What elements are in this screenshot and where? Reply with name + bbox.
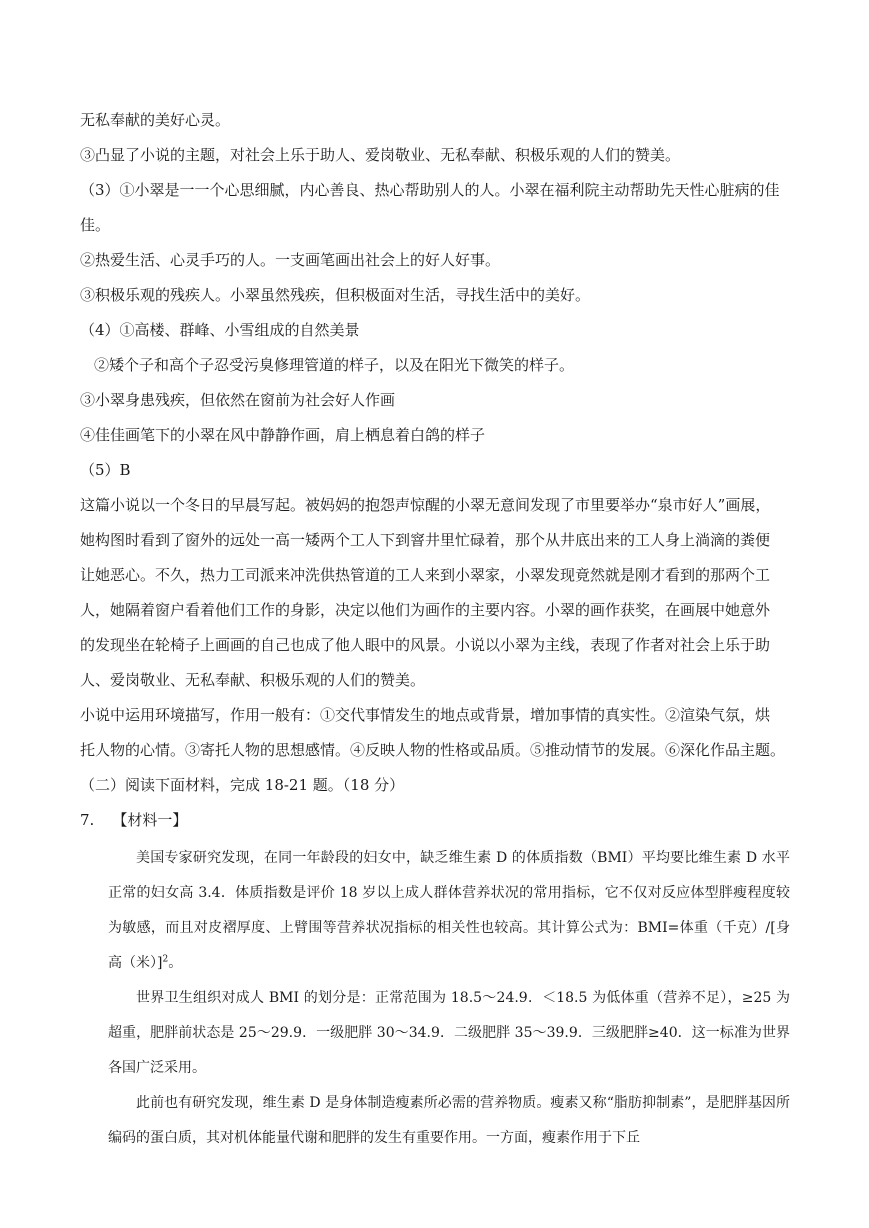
text-line: ②热爱生活、心灵手巧的人。一支画笔画出社会上的好人好事。 — [80, 251, 501, 269]
text-line: 让她恶心。不久，热力工司派来冲洗供热管道的工人来到小翠家，小翠发现竟然就是刚才看到的那两个工 — [80, 566, 771, 584]
question-7-heading — [80, 810, 791, 830]
text-line: 这篇小说以一个冬日的早晨写起。被妈妈的抱怨声惊醒的小翠无意间发现了市里要举办“泉市好人”画展， — [80, 496, 771, 514]
text-line: 的发现坐在轮椅子上画画的自己也成了他人眼中的风景。小说以小翠为主线，表现了作者对社会上乐于助 — [80, 636, 771, 654]
text-line: ②矮个子和高个子忍受污臭修理管道的样子，以及在阳光下微笑的样子。 — [94, 356, 575, 374]
superscript: 2 — [162, 954, 169, 965]
text-line: 小说中运用环境描写，作用一般有：①交代事情发生的地点或背景，增加事情的真实性。②渲染气氛，烘 — [80, 706, 771, 724]
text-line: 无私奉献的美好心灵。 — [80, 111, 231, 129]
text-line: 她构图时看到了窗外的远处一高一矮两个工人下到窨井里忙碌着，那个从井底出来的工人身上淌滴的粪便 — [80, 531, 771, 549]
text-line: ④佳佳画笔下的小翠在风中静静作画，肩上栖息着白鸽的样子 — [80, 426, 486, 444]
question-number: 7. — [80, 811, 95, 829]
material-tag: 【材料一】 — [112, 811, 188, 829]
material-paragraph-2: 世界卫生组织对成人 BMI 的划分是：正常范围为 18.5～24.9．＜18.5 为低体重（营养不足），≥25 为超重，肥胖前状态是 25～29.9．一级肥胖 30～34.9．二级肥胖 35～39.9．三级肥胖≥40．这一标准为世界各国广泛采用。 — [108, 990, 790, 1076]
material-paragraph-3: 此前也有研究发现，维生素 D 是身体制造瘦素所必需的营养物质。瘦素又称“脂肪抑制素”，是肥胖基因所编码的蛋白质，其对机体能量代谢和肥胖的发生有重要作用。一方面，瘦素作用于下丘 — [108, 1095, 790, 1146]
text-line: （3）①小翠是一一个心思细腻，内心善良、热心帮助别人的人。小翠在福利院主动帮助先天性心脏病的佳 — [80, 181, 780, 199]
text-line: 人、爱岗敬业、无私奉献、积极乐观的人们的赞美。 — [80, 671, 426, 689]
text-line: 人，她隔着窗户看着他们工作的身影，决定以他们为画作的主要内容。小翠的画作获奖，在画展中她意外 — [80, 601, 771, 619]
text-line: （5）B — [80, 461, 131, 479]
text-line: 佳。 — [80, 216, 111, 234]
text-line: ③积极乐观的残疾人。小翠虽然残疾，但积极面对生活，寻找生活中的美好。 — [80, 286, 591, 304]
text-line: （4）①高楼、群峰、小雪组成的自然美景 — [80, 321, 360, 339]
text-line: ③凸显了小说的主题，对社会上乐于助人、爱岗敬业、无私奉献、积极乐观的人们的赞美。 — [80, 146, 681, 164]
text-line: ③小翠身患残疾，但依然在窗前为社会好人作画 — [80, 391, 396, 409]
text-line: （二）阅读下面材料，完成 18-21 题。（18 分） — [80, 776, 405, 794]
material-paragraph-1: 美国专家研究发现，在同一年龄段的妇女中，缺乏维生素 D 的体质指数（BMI）平均要比维生素 D 水平正常的妇女高 3.4．体质指数是评价 18 岁以上成人群体营养状况的常用指标，它不仅对反应体型胖瘦程度较为敏感，而且对皮褶厚度、上臂围等营养状况指标的相关性也较高。其计算公式为：BMI=体重（千克）/[身高（米）]$^2$。 — [108, 850, 790, 971]
text-line: 托人物的心情。③寄托人物的思想感情。④反映人物的性格或品质。⑤推动情节的发展。⑥深化作品主题。 — [80, 741, 786, 759]
